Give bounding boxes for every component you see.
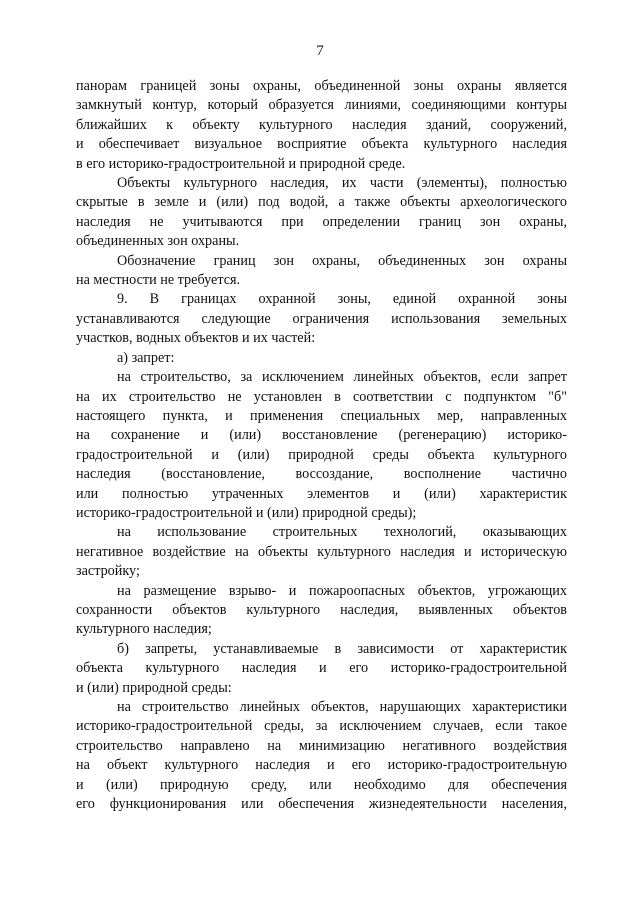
text-line: на объект культурного наследия и его историко-градостроительную — [76, 757, 567, 774]
text-line: историко-градостроительной и (или) природной среды); — [76, 504, 417, 521]
text-line: Обозначение границ зон охраны, объединенных зон охраны — [117, 252, 567, 269]
text-line: культурного наследия; — [76, 621, 212, 638]
text-line: на строительство, за исключением линейных объектов, если запрет — [117, 369, 567, 386]
text-line: застройку; — [76, 563, 140, 580]
text-line: или полностью утраченных элементов и (или) характеристик — [76, 485, 567, 502]
text-line: ближайших к объекту культурного наследия зданий, сооружений, — [76, 116, 567, 133]
text-line: и (или) природной среды: — [76, 679, 232, 696]
text-line: на использование строительных технологий, оказывающих — [117, 524, 567, 541]
text-line: негативное воздействие на объекты культурного наследия и историческую — [76, 543, 567, 560]
text-line: объединенных зон охраны. — [76, 233, 240, 250]
text-line: историко-градостроительной среды, за исключением случаев, если такое — [76, 718, 567, 735]
page-number: 7 — [316, 43, 324, 59]
text-line: на местности не требуется. — [76, 272, 241, 289]
text-line: градостроительной и (или) природной среды объекта культурного — [76, 446, 567, 463]
text-line: панорам границей зоны охраны, объединенной зоны охраны является — [76, 78, 567, 94]
text-line: и обеспечивает визуальное восприятие объекта культурного наследия — [76, 136, 567, 153]
text-line: а) запрет: — [117, 349, 175, 366]
text-line: на строительство линейных объектов, нарушающих характеристики — [117, 699, 567, 715]
text-line: устанавливаются следующие ограничения использования земельных — [76, 310, 567, 327]
text-line: в его историко-градостроительной и природной среде. — [76, 155, 406, 172]
text-line: наследия (восстановление, воссоздание, восполнение частично — [76, 466, 567, 483]
text-line: и (или) природную среду, или необходимо для обеспечения — [76, 776, 567, 793]
text-line: на сохранение и (или) восстановление (регенерацию) историко- — [76, 427, 567, 444]
text-line: строительство направлено на минимизацию негативного воздействия — [76, 737, 567, 754]
text-line: замкнутый контур, который образуется линиями, соединяющими контуры — [76, 97, 567, 114]
text-line: скрытые в земле и (или) под водой, а также объекты археологического — [76, 194, 567, 211]
text-line: 9. В границах охранной зоны, единой охранной зоны — [117, 291, 567, 308]
text-line: на их строительство не установлен в соответствии с подпунктом "б" — [76, 388, 567, 405]
body-text — [76, 77, 567, 814]
text-line: на размещение взрыво- и пожароопасных объектов, угрожающих — [117, 582, 567, 599]
text-line: б) запреты, устанавливаемые в зависимости от характеристик — [117, 640, 567, 657]
text-line: участков, водных объектов и их частей: — [76, 330, 316, 347]
text-line: его функционирования или обеспечения жизнедеятельности населения, — [76, 796, 567, 813]
text-line: наследия не учитываются при определении границ зон охраны, — [76, 213, 567, 230]
text-line: объекта культурного наследия и его историко-градостроительной — [76, 660, 567, 677]
text-line: Объекты культурного наследия, их части (элементы), полностью — [117, 175, 567, 192]
text-line: сохранности объектов культурного наследия, выявленных объектов — [76, 601, 567, 618]
text-line: настоящего пункта, и применения специальных мер, направленных — [76, 407, 567, 424]
